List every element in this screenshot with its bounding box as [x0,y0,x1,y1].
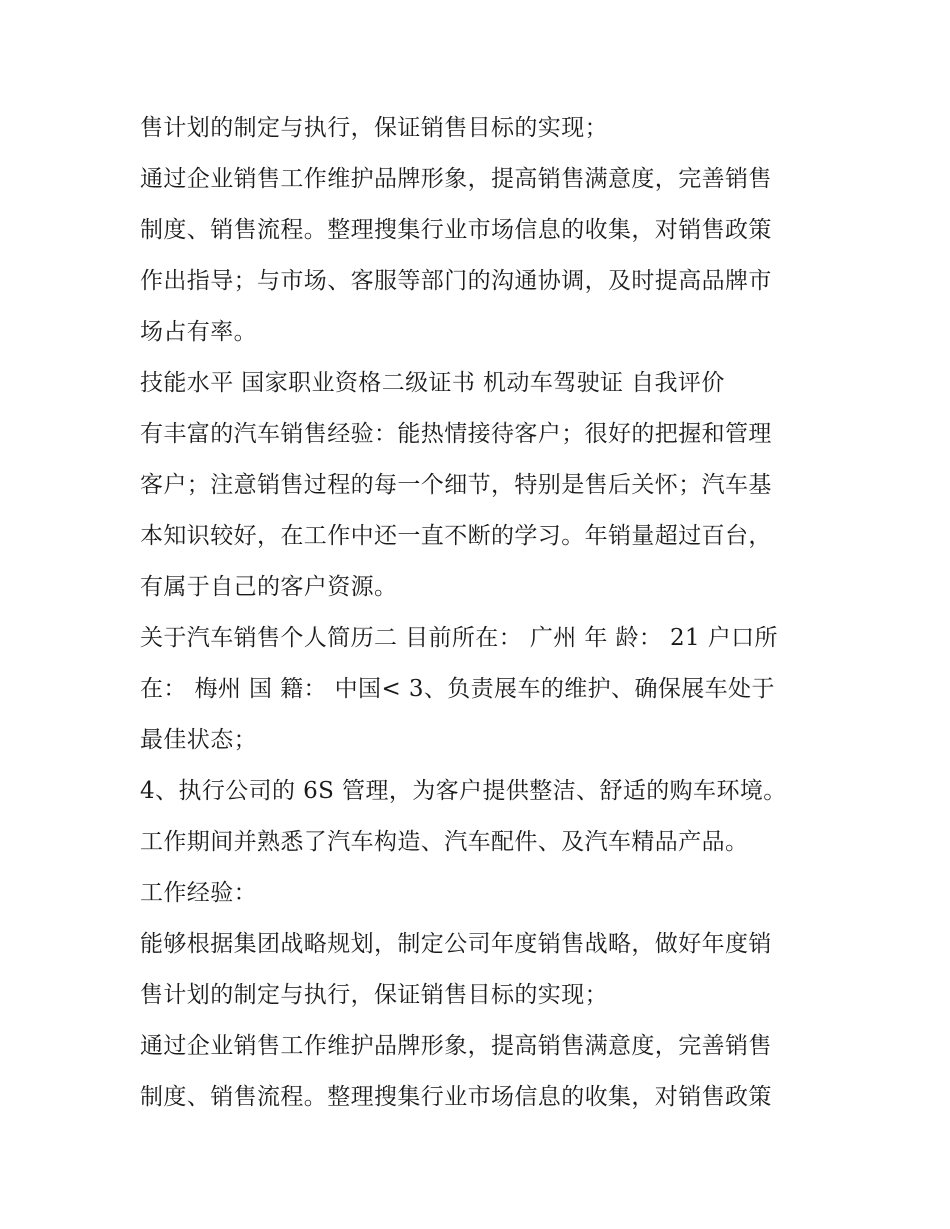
text-line: 客户；注意销售过程的每一个细节，特别是售后关怀；汽车基 [140,472,772,498]
text-line: 场占有率。 [140,319,257,345]
text-line: 制度、销售流程。整理搜集行业市场信息的收集，对销售政策 [140,1084,772,1110]
text-line: 通过企业销售工作维护品牌形象，提高销售满意度，完善销售 [140,166,772,192]
text-line: 工作经验： [140,880,257,906]
text-line: 4、执行公司的 6S 管理，为客户提供整洁、舒适的购车环境。 [140,778,787,804]
text-line: 在： 梅州 国 籍： 中国< 3、负责展车的维护、确保展车处于 [140,676,775,702]
text-line: 售计划的制定与执行，保证销售目标的实现； [140,982,608,1008]
text-line: 关于汽车销售个人简历二 目前所在： 广州 年 龄： 21 户口所 [140,625,778,651]
document-body [140,103,815,1123]
text-line: 工作期间并熟悉了汽车构造、汽车配件、及汽车精品产品。 [140,829,749,855]
text-line: 技能水平 国家职业资格二级证书 机动车驾驶证 自我评价 [140,370,725,396]
text-line: 制度、销售流程。整理搜集行业市场信息的收集，对销售政策 [140,217,772,243]
text-line: 通过企业销售工作维护品牌形象，提高销售满意度，完善销售 [140,1033,772,1059]
text-line: 售计划的制定与执行，保证销售目标的实现； [140,115,608,141]
text-line: 最佳状态； [140,727,257,753]
text-line: 作出指导；与市场、客服等部门的沟通协调，及时提高品牌市 [140,268,772,294]
text-line: 能够根据集团战略规划，制定公司年度销售战略，做好年度销 [140,931,772,957]
text-line: 有属于自己的客户资源。 [140,574,398,600]
text-line: 本知识较好，在工作中还一直不断的学习。年销量超过百台， [140,523,772,549]
text-line: 有丰富的汽车销售经验：能热情接待客户；很好的把握和管理 [140,421,772,447]
